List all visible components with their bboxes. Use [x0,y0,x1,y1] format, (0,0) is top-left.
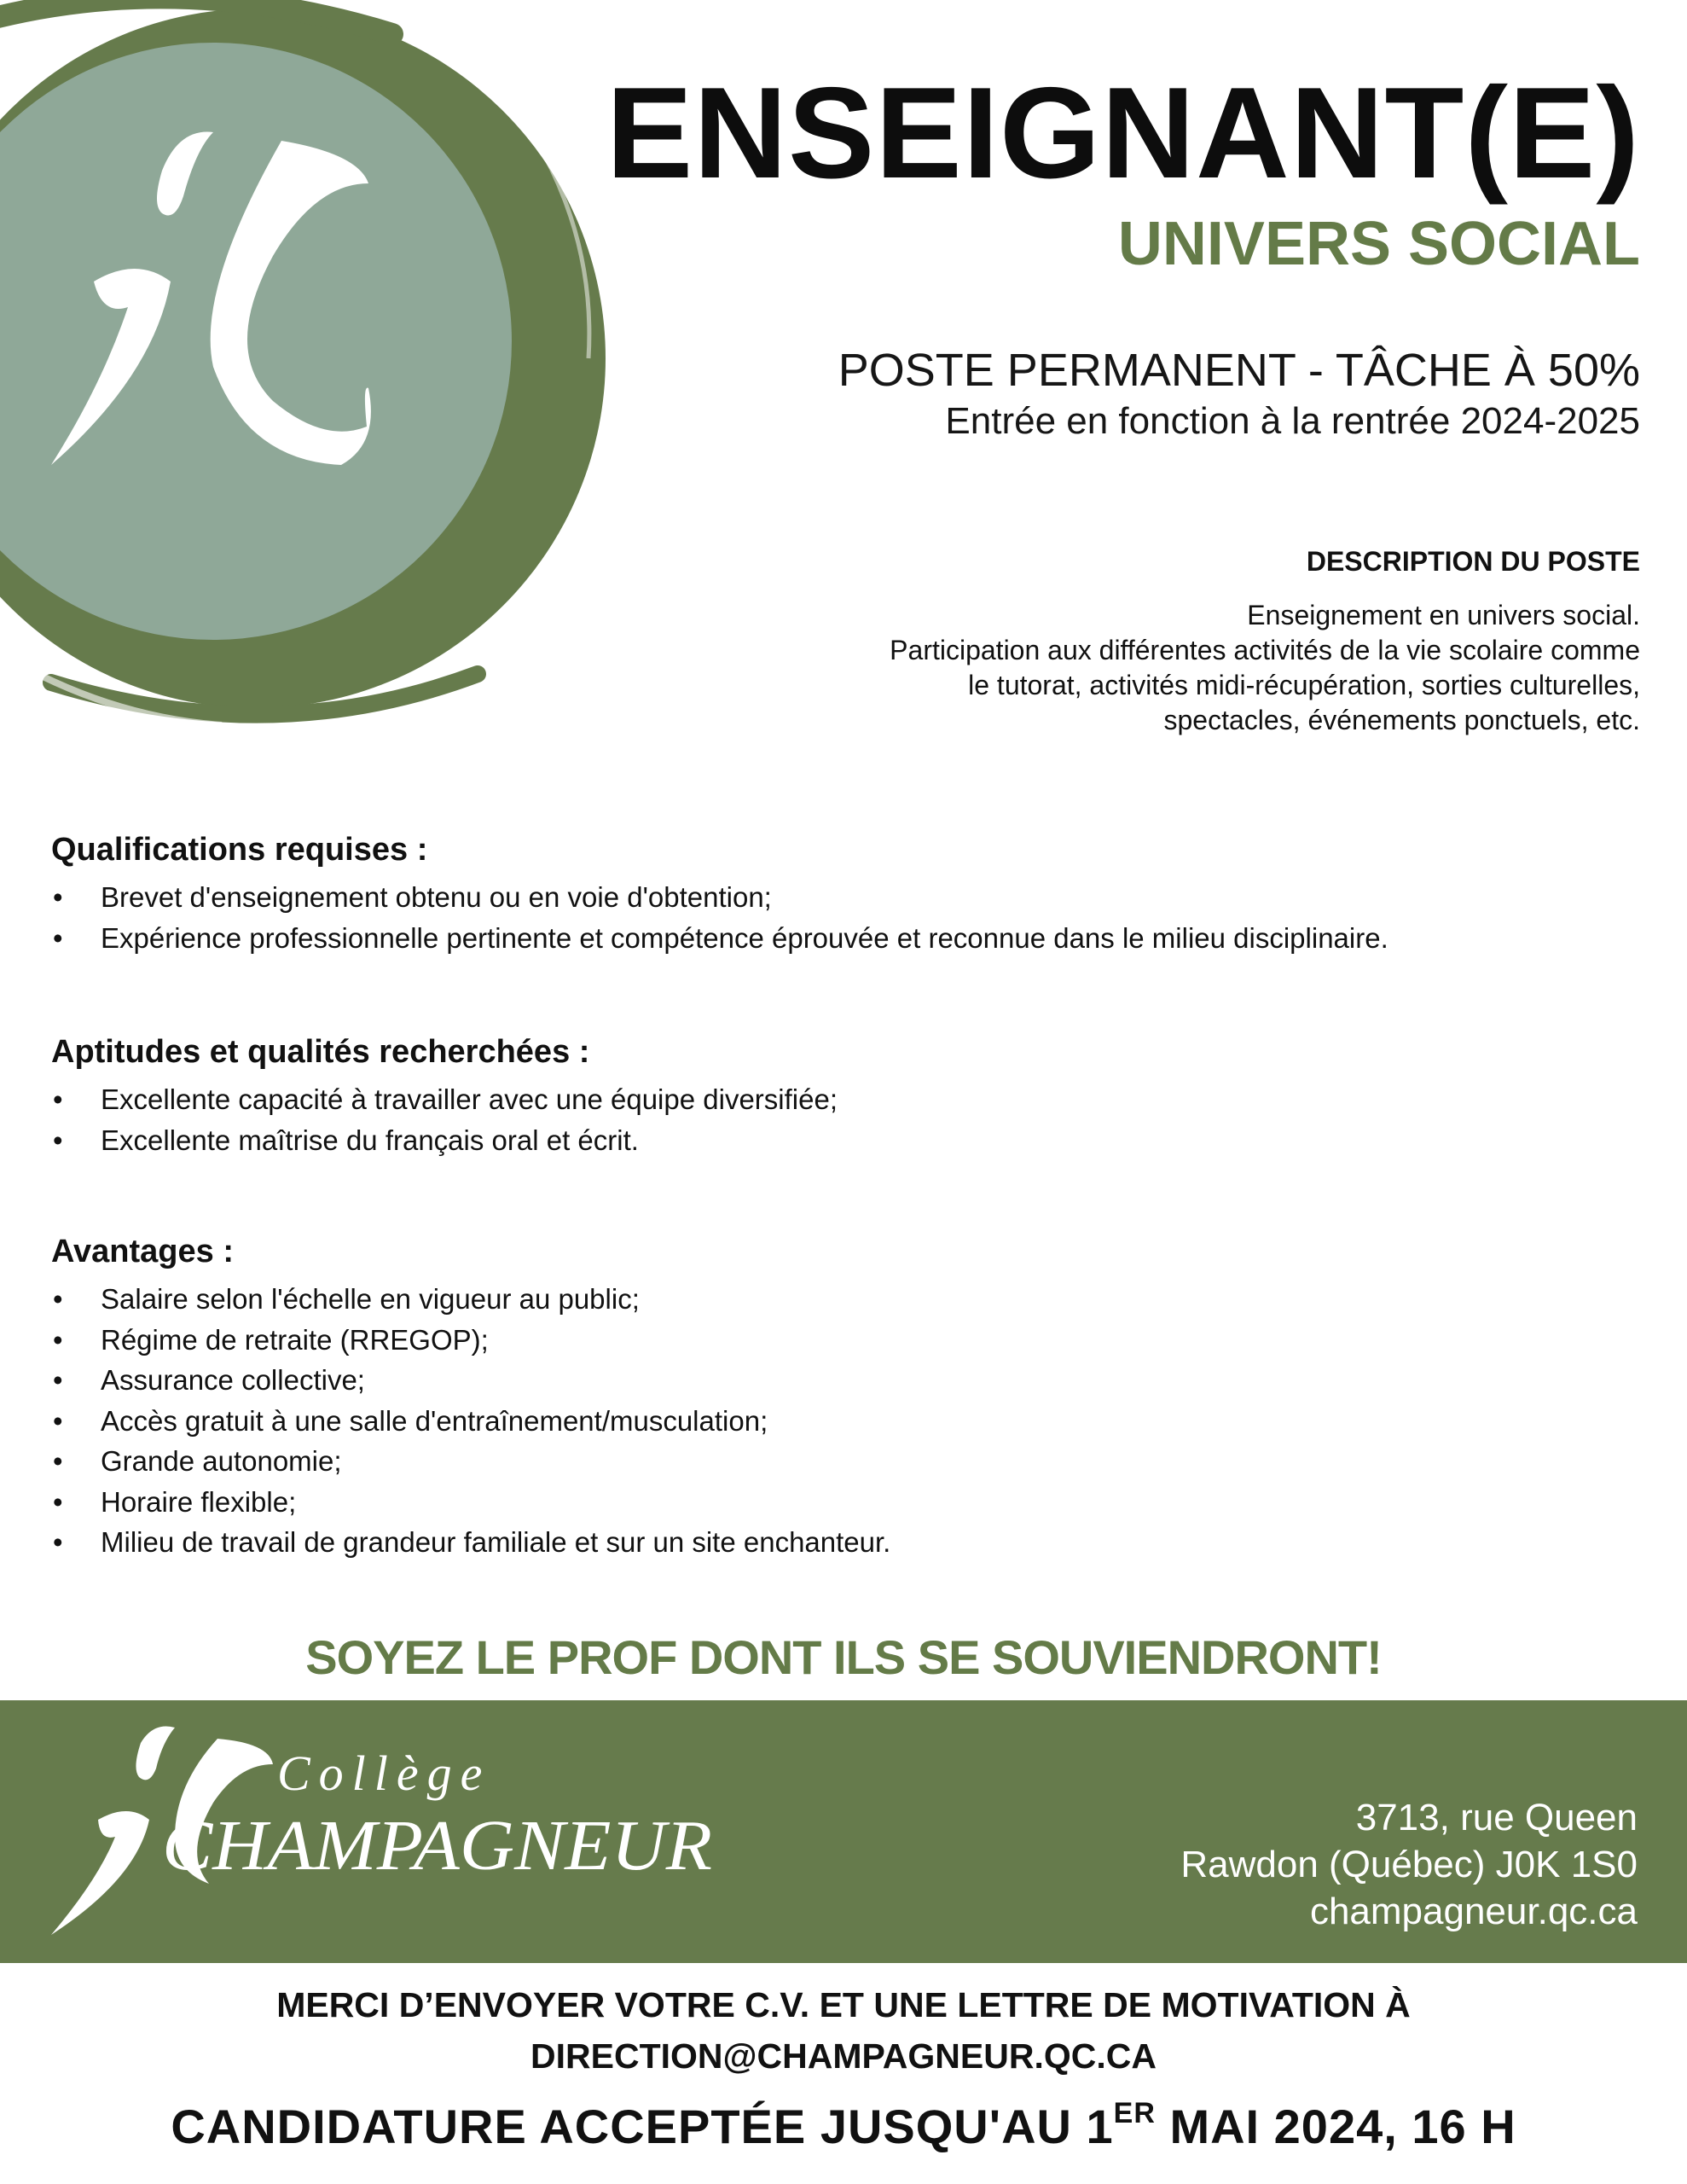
deadline-ordinal: ER [1113,2097,1156,2129]
footer-band [0,1700,1687,1963]
benefits-title: Avantages : [51,1234,234,1269]
list-item: • Excellente maîtrise du français oral et écrit. [51,1120,1638,1161]
city-address: Rawdon (Québec) J0K 1S0 [1180,1844,1638,1885]
position-info [838,346,1640,444]
description-line: spectacles, événements ponctuels, etc. [1163,705,1640,735]
description-title: DESCRIPTION DU POSTE [1306,546,1640,577]
list-item: • Milieu de travail de grandeur familiale et sur un site enchanteur. [51,1522,1638,1563]
list-item: • Excellente capacité à travailler avec une équipe diversifiée; [51,1079,1638,1120]
champagneur-logo [47,1717,729,1948]
list-item: • Horaire flexible; [51,1482,1638,1523]
aptitudes-section [51,1034,1638,1160]
benefits-section [51,1234,1638,1563]
deadline-text-start: CANDIDATURE ACCEPTÉE JUSQU'AU 1 [171,2100,1114,2153]
slogan: SOYEZ LE PROF DONT ILS SE SOUVIENDRONT! [305,1630,1382,1684]
qualifications-title: Qualifications requises : [51,832,428,868]
position-type: POSTE PERMANENT - TÂCHE À 50% [838,345,1640,396]
logo-champagneur-text: CHAMPAGNEUR [162,1806,712,1885]
aptitudes-list [51,1079,1638,1160]
application-instructions [0,1979,1687,2082]
description-line: le tutorat, activités midi-récupération, sorties culturelles, [968,670,1640,700]
job-title: ENSEIGNANT(E) [606,61,1640,206]
college-logo-emblem [0,0,631,734]
qualifications-section [51,832,1638,958]
description-line: Participation aux différentes activités de la vie scolaire comme [890,635,1640,665]
instructions-line: MERCI D’ENVOYER VOTRE C.V. ET UNE LETTRE DE MOTIVATION À [276,1985,1411,2024]
list-item: • Assurance collective; [51,1360,1638,1401]
benefits-list [51,1279,1638,1563]
website-link[interactable]: champagneur.qc.ca [1309,1891,1638,1932]
qualifications-list [51,877,1638,958]
list-item: • Grande autonomie; [51,1441,1638,1482]
contact-email[interactable]: DIRECTION@CHAMPAGNEUR.QC.CA [530,2036,1157,2076]
list-item: • Salaire selon l'échelle en vigueur au public; [51,1279,1638,1320]
job-subtitle: UNIVERS SOCIAL [1117,210,1640,278]
description-line: Enseignement en univers social. [1247,600,1640,630]
aptitudes-title: Aptitudes et qualités recherchées : [51,1034,590,1070]
title-block [606,61,1640,278]
application-deadline [0,2099,1687,2154]
job-description [617,546,1640,738]
logo-college-text: Collège [277,1745,491,1801]
list-item: • Brevet d'enseignement obtenu ou en voie d'obtention; [51,877,1638,918]
deadline-text-end: MAI 2024, 16 H [1155,2100,1516,2153]
list-item: • Expérience professionnelle pertinente et compétence éprouvée et reconnue dans le milieu disciplinaire. [51,918,1638,959]
street-address: 3713, rue Queen [1355,1797,1638,1838]
start-date: Entrée en fonction à la rentrée 2024-2025 [945,400,1640,443]
school-address [1180,1794,1638,1935]
list-item: • Régime de retraite (RREGOP); [51,1320,1638,1361]
list-item: • Accès gratuit à une salle d'entraînement/musculation; [51,1401,1638,1442]
